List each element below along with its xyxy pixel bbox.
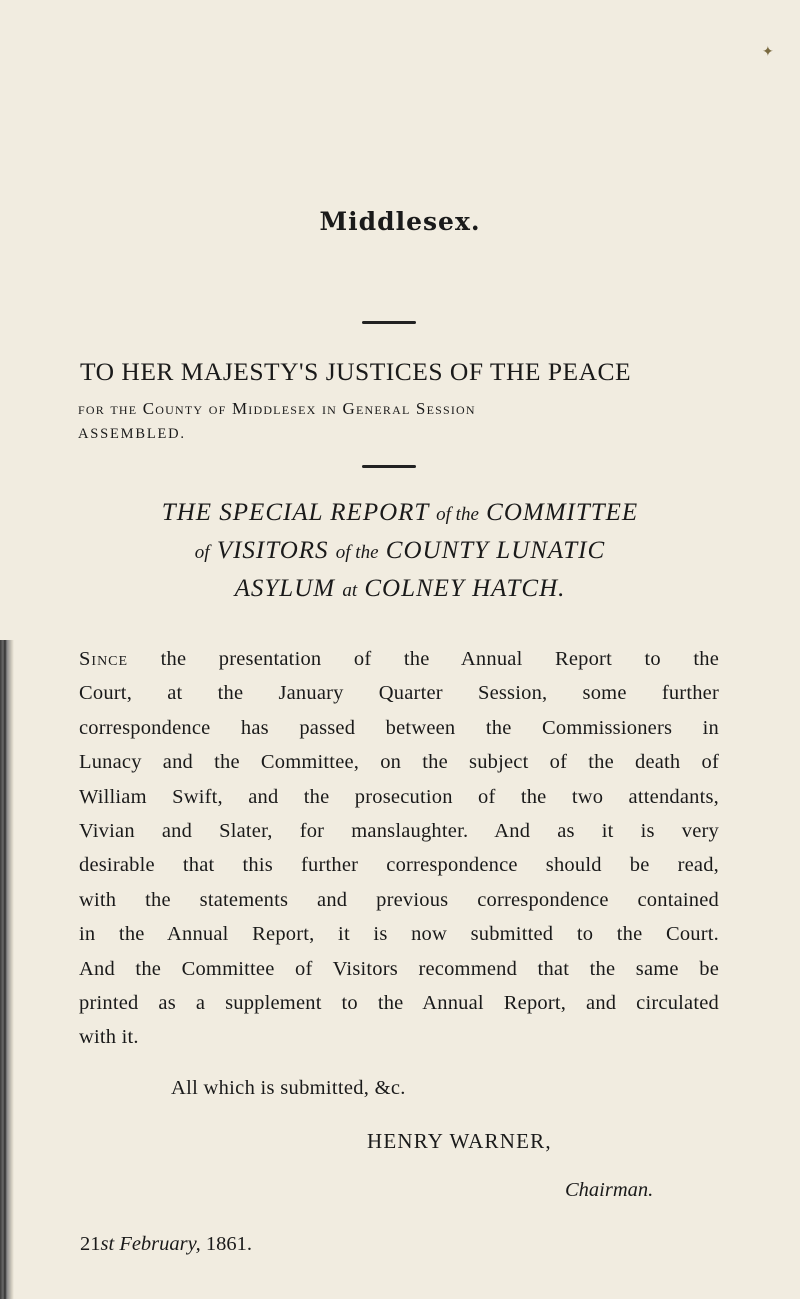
signatory-name: HENRY WARNER, (367, 1129, 552, 1153)
date-suffix: st (100, 1233, 115, 1255)
report-title-line-2 (0, 533, 800, 571)
divider-rule (362, 465, 416, 468)
body-line: desirable that this further correspondence should be read, (79, 854, 719, 877)
report-title-line-3 (0, 571, 800, 609)
report-title-part: COUNTY LUNATIC (385, 537, 606, 564)
page-binding-edge (0, 640, 14, 1299)
report-title-line-1 (0, 495, 800, 533)
report-title-part: COLNEY HATCH. (364, 575, 566, 602)
body-line: with the statements and previous correspondence contained (79, 888, 719, 911)
body-line: Vivian and Slater, for manslaughter. And as it is very (79, 820, 719, 843)
address-line-3: ASSEMBLED. (78, 426, 186, 442)
body-line (79, 642, 719, 676)
date-line (80, 1233, 252, 1256)
report-title-part: ASYLUM (234, 575, 336, 602)
date-year: 1861. (205, 1233, 252, 1255)
address-line-1: TO HER MAJESTY'S JUSTICES OF THE PEACE (80, 357, 632, 386)
body-line: printed as a supplement to the Annual Report, and circulated (79, 992, 719, 1015)
address-line-2: for the County of Middlesex in General Session (78, 399, 476, 418)
signatory-title: Chairman. (565, 1179, 654, 1201)
report-title-part: VISITORS (216, 537, 329, 564)
report-title-part: at (342, 580, 358, 601)
report-title-part: of the (436, 504, 479, 525)
body-line: Court, at the January Quarter Session, some further (79, 682, 719, 705)
body-line: And the Committee of Visitors recommend that the same be (79, 957, 719, 980)
divider-rule (362, 321, 416, 324)
body-line: in the Annual Report, it is now submitted to the Court. (79, 923, 719, 946)
body-line: with it. (79, 1026, 139, 1049)
body-first-word: Since (79, 648, 129, 670)
report-title-part: COMMITTEE (486, 499, 639, 526)
report-title-part: of the (335, 542, 379, 563)
report-title (0, 495, 800, 609)
body-line: William Swift, and the prosecution of the two attendants, (79, 785, 719, 808)
date-day: 21 (80, 1233, 101, 1255)
body-line: correspondence has passed between the Commissioners in (79, 716, 719, 739)
body-line: Lunacy and the Committee, on the subject of the death of (79, 751, 719, 774)
body-line-text: the presentation of the Annual Report to the (160, 648, 720, 670)
closing-line: All which is submitted, &c. (171, 1077, 406, 1099)
ink-mark: ✦ (762, 45, 774, 60)
body-paragraph (79, 642, 719, 1055)
report-title-part: of (194, 542, 210, 563)
report-title-part: THE SPECIAL REPORT (161, 499, 429, 526)
county-heading-text: Middlesex. (319, 207, 481, 236)
date-month: February, (119, 1233, 201, 1255)
